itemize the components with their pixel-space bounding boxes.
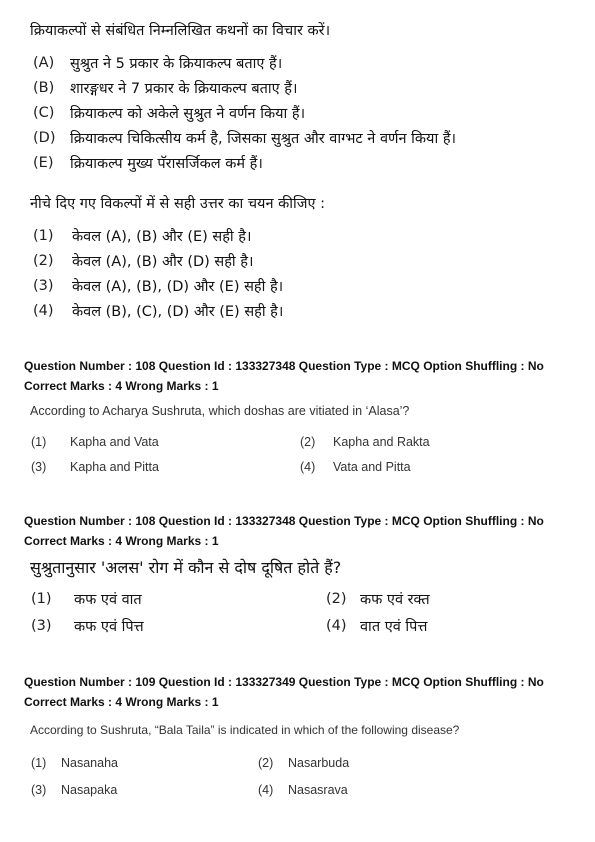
- statement-label: (E): [33, 155, 54, 171]
- option-label: (2): [258, 756, 274, 770]
- option-label: (3): [31, 618, 52, 634]
- statement-label: (C): [33, 105, 55, 121]
- option-label: (2): [33, 253, 54, 269]
- option-text: Kapha and Vata: [70, 435, 159, 449]
- statement-text: क्रियाकल्प को अकेले सुश्रुत ने वर्णन किया हैं।: [70, 106, 306, 122]
- question-text: सुश्रुतानुसार 'अलस' रोग में कौन से दोष दूषित होते हैं?: [30, 558, 342, 577]
- statement-label: (A): [33, 55, 55, 71]
- option-label: (1): [31, 756, 47, 770]
- option-text: Kapha and Pitta: [70, 460, 159, 474]
- instruction-text: नीचे दिए गए विकल्पों में से सही उत्तर का चयन कीजिए :: [30, 196, 326, 212]
- option-label: (4): [258, 783, 274, 797]
- option-label: (1): [31, 591, 52, 607]
- statement-text: क्रियाकल्प मुख्य पॅरासर्जिकल कर्म हैं।: [70, 156, 263, 172]
- question-marks: Correct Marks : 4 Wrong Marks : 1: [24, 534, 219, 548]
- option-label: (3): [33, 278, 54, 294]
- option-label: (3): [31, 783, 47, 797]
- option-text: कफ एवं वात: [74, 592, 142, 608]
- question-stem: क्रियाकल्पों से संबंधित निम्नलिखित कथनों का विचार करें।: [30, 23, 331, 39]
- option-text: Nasapaka: [61, 783, 118, 797]
- option-label: (4): [300, 460, 316, 474]
- option-text: कफ एवं रक्त: [360, 592, 430, 608]
- option-text: Nasarbuda: [288, 756, 350, 770]
- option-text: Vata and Pitta: [333, 460, 411, 474]
- option-label: (4): [326, 618, 347, 634]
- option-label: (3): [31, 460, 47, 474]
- option-text: केवल (A), (B) और (E) सही है।: [72, 229, 252, 245]
- statement-text: सुश्रुत ने 5 प्रकार के क्रियाकल्प बताए हैं।: [70, 56, 283, 72]
- option-label: (1): [31, 435, 47, 449]
- question-text: According to Sushruta, “Bala Taila” is indicated in which of the following disease?: [30, 723, 460, 737]
- question-text: According to Acharya Sushruta, which doshas are vitiated in ‘Alasa’?: [30, 404, 410, 418]
- option-text: केवल (A), (B) और (D) सही है।: [72, 254, 254, 270]
- option-text: Kapha and Rakta: [333, 435, 430, 449]
- option-text: केवल (B), (C), (D) और (E) सही है।: [72, 304, 284, 320]
- question-meta: Question Number : 108 Question Id : 133327348 Question Type : MCQ Option Shuffling : No: [24, 514, 544, 528]
- statement-label: (B): [33, 80, 55, 96]
- statement-label: (D): [33, 130, 56, 146]
- question-meta: Question Number : 109 Question Id : 133327349 Question Type : MCQ Option Shuffling : No: [24, 675, 544, 689]
- option-text: केवल (A), (B), (D) और (E) सही है।: [72, 279, 284, 295]
- option-label: (1): [33, 228, 54, 244]
- option-label: (2): [300, 435, 316, 449]
- statement-text: क्रियाकल्प चिकित्सीय कर्म है, जिसका सुश्रुत और वाग्भट ने वर्णन किया हैं।: [70, 131, 457, 147]
- option-text: कफ एवं पित्त: [74, 619, 144, 635]
- option-text: वात एवं पित्त: [360, 619, 428, 635]
- option-label: (2): [326, 591, 347, 607]
- question-meta: Question Number : 108 Question Id : 133327348 Question Type : MCQ Option Shuffling : No: [24, 359, 544, 373]
- question-marks: Correct Marks : 4 Wrong Marks : 1: [24, 695, 219, 709]
- option-label: (4): [33, 303, 54, 319]
- statement-text: शारङ्गधर ने 7 प्रकार के क्रियाकल्प बताए हैं।: [70, 81, 298, 97]
- option-text: Nasanaha: [61, 756, 118, 770]
- option-text: Nasasrava: [288, 783, 348, 797]
- question-marks: Correct Marks : 4 Wrong Marks : 1: [24, 379, 219, 393]
